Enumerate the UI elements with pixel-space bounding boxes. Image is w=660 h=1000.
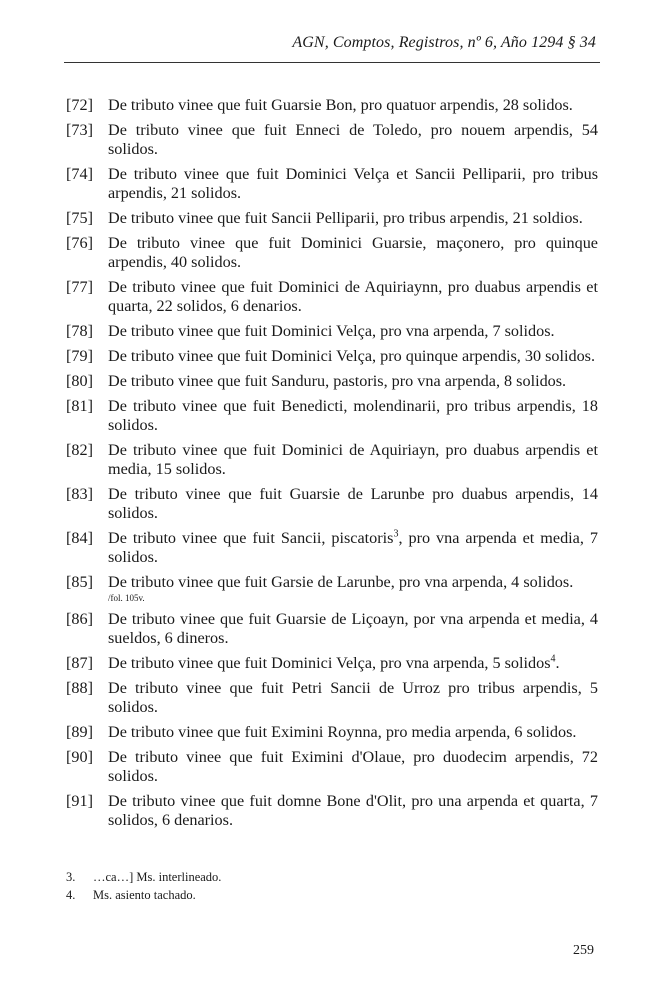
footnotes [66,868,566,904]
entry-number: [91] [66,792,93,810]
entry-text: De tributo vinee que fuit Eximini d'Olaue, pro duodecim arpendis, 72 solidos. [108,748,598,785]
entry [66,165,598,203]
entry [66,121,598,159]
entry-number: [73] [66,121,93,139]
entry-number: [76] [66,234,93,252]
entry [66,485,598,523]
entry [66,679,598,717]
footnote [66,868,566,886]
entry-number: [77] [66,278,93,296]
entry-number: [88] [66,679,93,697]
entry-number: [79] [66,347,93,365]
footnote-ref-4[interactable]: 4 [550,653,556,665]
entry [66,723,598,742]
entry [66,529,598,567]
footnote-number: 4. [66,888,76,902]
entry-text: De tributo vinee que fuit Eximini Roynna, pro media arpenda, 6 solidos. [108,723,577,741]
entry-text: De tributo vinee que fuit Dominici Velça, pro quinque arpendis, 30 solidos. [108,347,596,365]
page-number: 259 [573,943,594,958]
entry-number: [78] [66,322,93,340]
entry [66,322,598,341]
entry-number: [87] [66,654,93,672]
running-header [64,32,600,63]
footnote-text: Ms. asiento tachado. [93,888,196,902]
footnote-number: 3. [66,870,76,884]
entry-number: [89] [66,723,93,741]
entry-text-part: De tributo vinee que fuit Dominici Velça, pro vna arpenda, 5 solidos [108,654,551,672]
entry-text: De tributo vinee que fuit Guarsie de Larunbe pro duabus arpendis, 14 solidos. [108,485,598,522]
footnote [66,886,566,904]
entry-number: [84] [66,529,93,547]
entry-text: De tributo vinee que fuit Petri Sancii de Urroz pro tribus arpendis, 5 solidos. [108,679,598,716]
entry [66,748,598,786]
entry-number: [80] [66,372,93,390]
entry-number: [85] [66,573,93,591]
entry-text: De tributo vinee que fuit Guarsie Bon, pro quatuor arpendis, 28 solidos. [108,96,573,114]
entry-text: De tributo vinee que fuit Sancii Pelliparii, pro tribus arpendis, 21 soldios. [108,209,583,227]
entry [66,654,598,673]
entry-text: De tributo vinee que fuit Guarsie de Liçoayn, por vna arpenda et media, 4 sueldos, 6 dineros. [108,610,598,647]
entry [66,372,598,391]
footnote-ref-3[interactable]: 3 [393,528,399,540]
entry-number: [74] [66,165,93,183]
entry-text: De tributo vinee que fuit Benedicti, molendinarii, pro tribus arpendis, 18 solidos. [108,397,598,434]
entry [66,573,598,604]
entry-number: [86] [66,610,93,628]
entry-text: De tributo vinee que fuit Dominici de Aquiriayn, pro duabus arpendis et media, 15 solidos. [108,441,598,478]
entry-number: [72] [66,96,93,114]
entry-text-part: De tributo vinee que fuit Sancii, piscatoris [108,529,394,547]
entries-list [66,96,598,836]
entry-text: De tributo vinee que fuit Sanduru, pastoris, pro vna arpenda, 8 solidos. [108,372,567,390]
entry-number: [83] [66,485,93,503]
entry-text: De tributo vinee que fuit domne Bone d'Olit, pro una arpenda et quarta, 7 solidos, 6 denarios. [108,792,598,829]
entry-text: De tributo vinee que fuit Dominici Velça, pro vna arpenda, 7 solidos. [108,322,555,340]
entry-text [108,654,598,673]
entry-text [108,529,598,567]
entry-text [108,573,598,604]
entry-text: De tributo vinee que fuit Dominici Velça et Sancii Pelliparii, pro tribus arpendis, 21 solidos. [108,165,598,202]
entry [66,209,598,228]
entry [66,441,598,479]
entry-text-part: , pro vna arpenda et media, 7 solidos. [108,529,598,566]
entry-text: De tributo vinee que fuit Dominici de Aquiriaynn, pro duabus arpendis et quarta, 22 solidos, 6 denarios. [108,278,598,315]
folio-marker: /fol. 105v. [108,593,145,603]
entry [66,610,598,648]
entry-text-part: . [555,654,560,672]
entry [66,347,598,366]
entry-text-part: De tributo vinee que fuit Garsie de Larunbe, pro vna arpenda, 4 solidos. [108,573,574,591]
entry-text: De tributo vinee que fuit Enneci de Toledo, pro nouem arpendis, 54 solidos. [108,121,598,158]
entry [66,792,598,830]
entry [66,397,598,435]
entry [66,96,598,115]
entry-number: [81] [66,397,93,415]
entry-number: [82] [66,441,93,459]
entry-number: [90] [66,748,93,766]
entry-number: [75] [66,209,93,227]
entry-text: De tributo vinee que fuit Dominici Guarsie, maçonero, pro quinque arpendis, 40 solidos. [108,234,598,271]
entry [66,234,598,272]
header-title: AGN, Comptos, Registros, nº 6, Año 1294 § 34 [292,34,596,51]
footnote-text: …ca…] Ms. interlineado. [93,870,222,884]
entry [66,278,598,316]
